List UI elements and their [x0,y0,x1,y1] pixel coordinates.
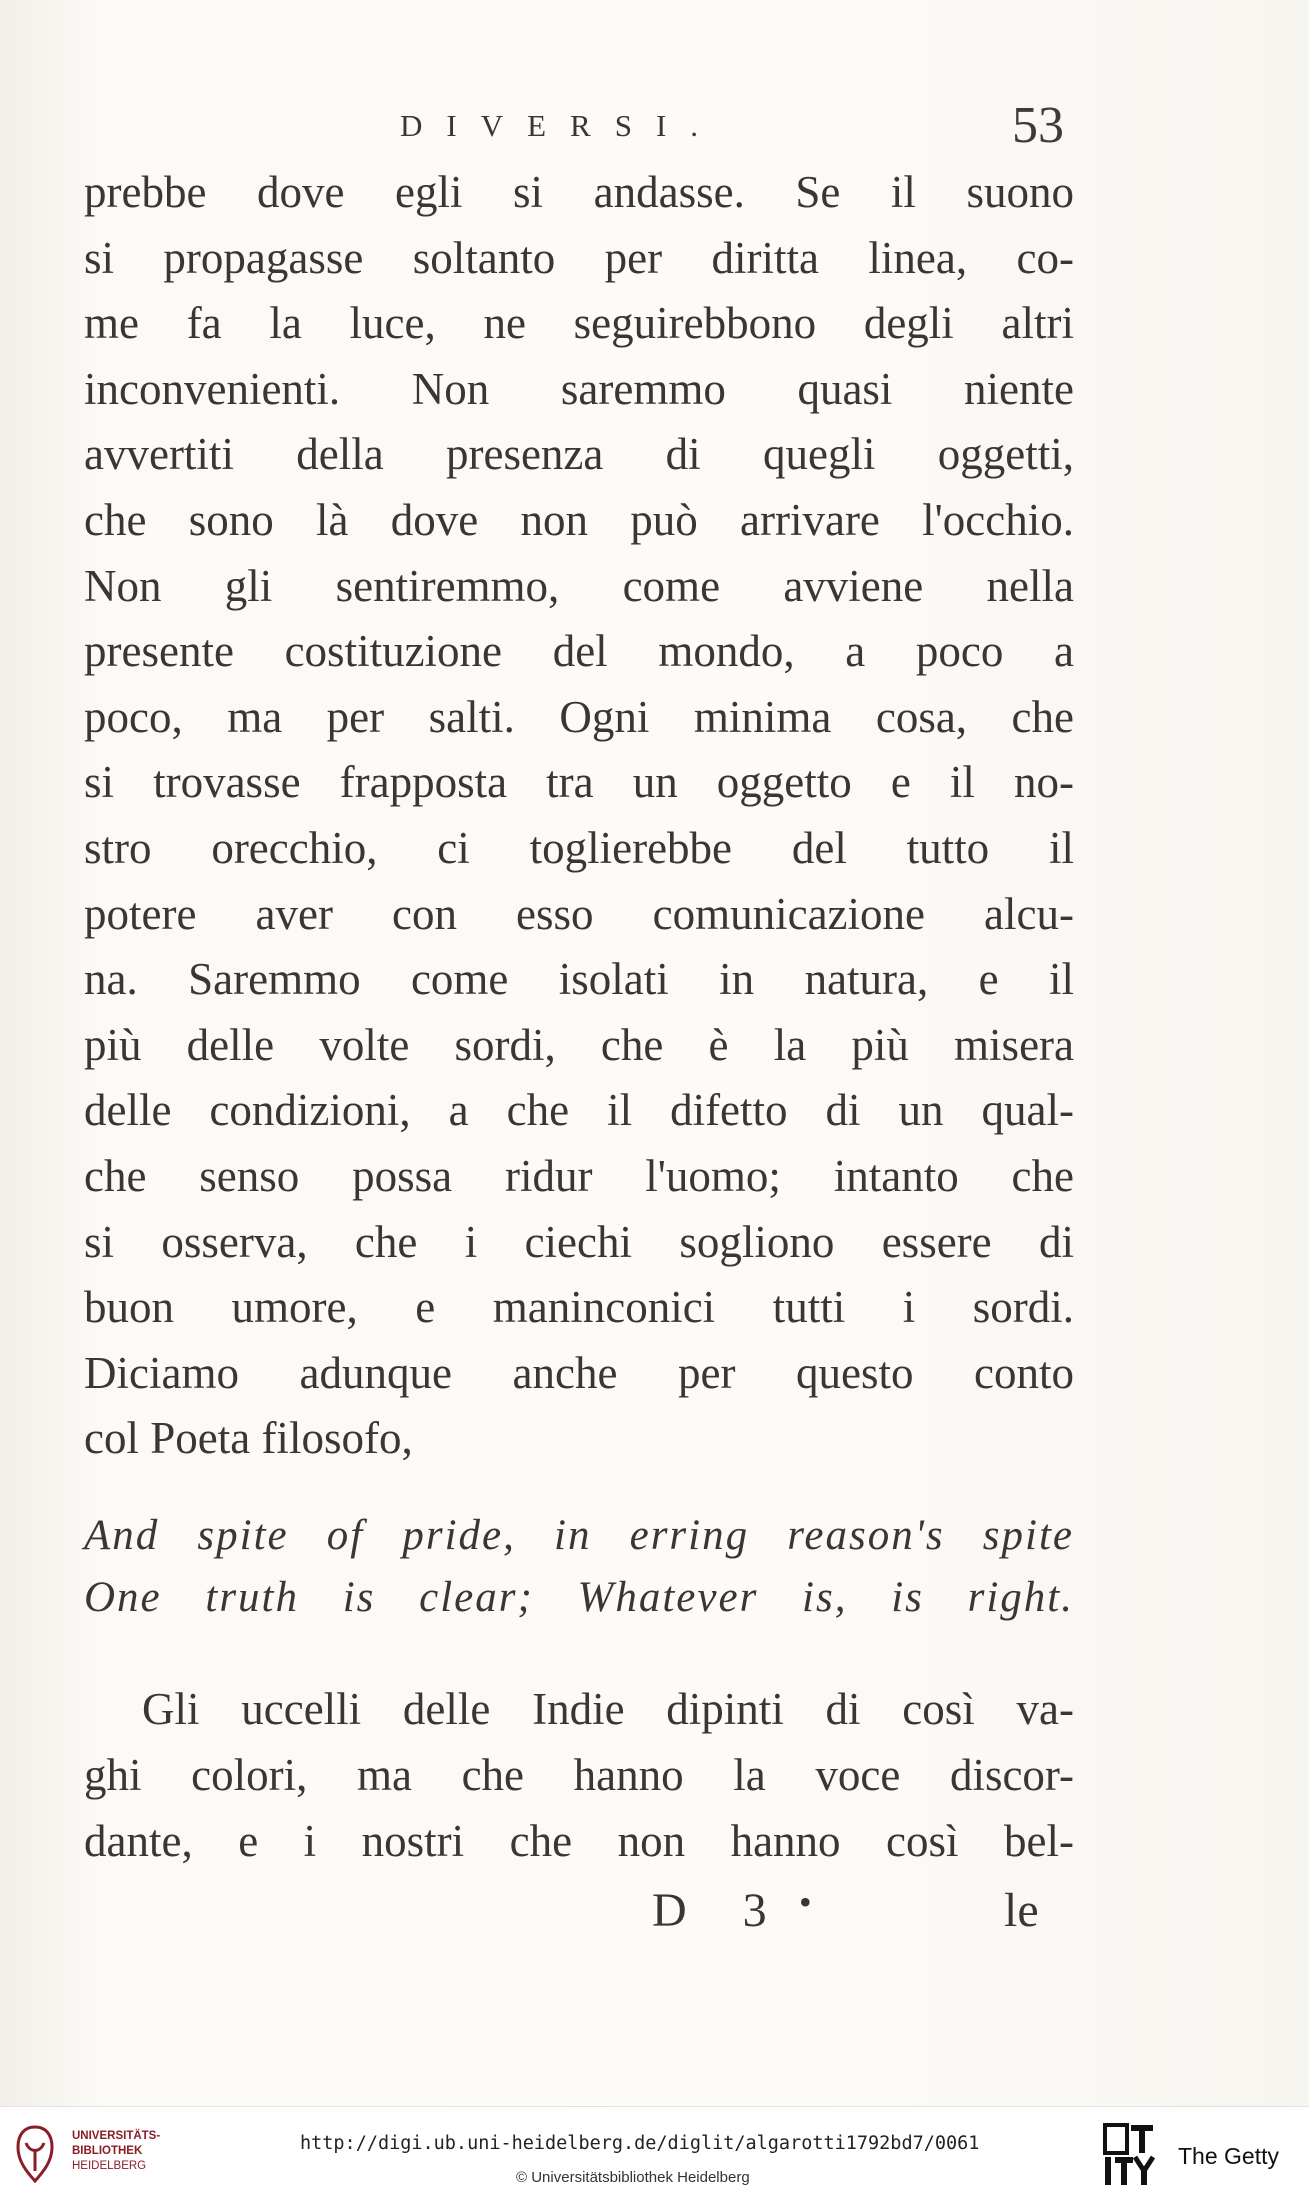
text-line: potere aver con esso comunicazione alcu- [84,888,1074,939]
page-number: 53 [1012,97,1064,154]
text-line: stro orecchio, ci toglierebbe del tutto il [84,822,1074,873]
university-library-logo-icon[interactable] [12,2125,58,2183]
library-name-line: HEIDELBERG [72,2160,147,2172]
verse-line: And spite of pride, in erring reason's spite [84,1512,1074,1559]
text-line: più delle volte sordi, che è la più misera [84,1019,1074,1070]
running-head: DIVERSI. [400,108,723,143]
verse-line: One truth is clear; Whatever is, is right. [84,1574,1074,1621]
text-line: poco, ma per salti. Ogni minima cosa, che [84,691,1074,742]
library-name[interactable] [72,2129,160,2174]
second-paragraph [84,1676,1074,1874]
text-line: delle condizioni, a che il difetto di un qual- [84,1085,1074,1136]
text-line: me fa la luce, ne seguirebbono degli altri [84,298,1074,349]
text-line: che sono là dove non può arrivare l'occhio. [84,494,1074,545]
text-line: col Poeta filosofo, [84,1413,413,1464]
text-line: che senso possa ridur l'uomo; intanto che [84,1150,1074,1201]
text-line: Gli uccelli delle Indie dipinti di così va- [142,1684,1074,1734]
viewer-footer [0,2106,1309,2202]
text-line: Diciamo adunque anche per questo conto [84,1347,1074,1398]
text-line: Non gli sentiremmo, come avviene nella [84,560,1074,611]
text-line: si osserva, che i ciechi sogliono essere di [84,1216,1074,1267]
permalink-url[interactable]: http://digi.ub.uni-heidelberg.de/diglit/algarotti1792bd7/0061 [300,2133,980,2154]
text-line: ghi colori, ma che hanno la voce discor- [84,1750,1074,1800]
text-line: avvertiti della presenza di quegli oggetti, [84,429,1074,480]
page-footer [0,1883,1309,1943]
copyright-notice: © Universitätsbibliothek Heidelberg [516,2169,750,2186]
text-line: si propagasse soltanto per diritta linea, co- [84,232,1074,283]
getty-logo-icon[interactable] [1103,2123,1155,2187]
text-line: prebbe dove egli si andasse. Se il suono [84,167,1074,217]
text-line: buon umore, e maninconici tutti i sordi. [84,1282,1074,1333]
text-line: inconvenienti. Non saremmo quasi niente [84,363,1074,414]
text-line: si trovasse frapposta tra un oggetto e il no- [84,757,1074,808]
main-paragraph [84,160,1074,1472]
library-name-line: BIBLIOTHEK [72,2145,143,2157]
catchword: le [1004,1884,1039,1937]
page-header [0,97,1309,162]
partner-name[interactable]: The Getty [1178,2143,1279,2169]
text-line: presente costituzione del mondo, a poco a [84,626,1074,677]
text-line: dante, e i nostri che non hanno così bel- [84,1816,1074,1866]
signature-mark: D 3 [652,1884,789,1937]
text-line: na. Saremmo come isolati in natura, e il [84,954,1074,1005]
library-name-line: UNIVERSITÄTS- [72,2130,161,2142]
verse-quotation [84,1505,1074,1629]
signature-dot: • [799,1882,812,1922]
